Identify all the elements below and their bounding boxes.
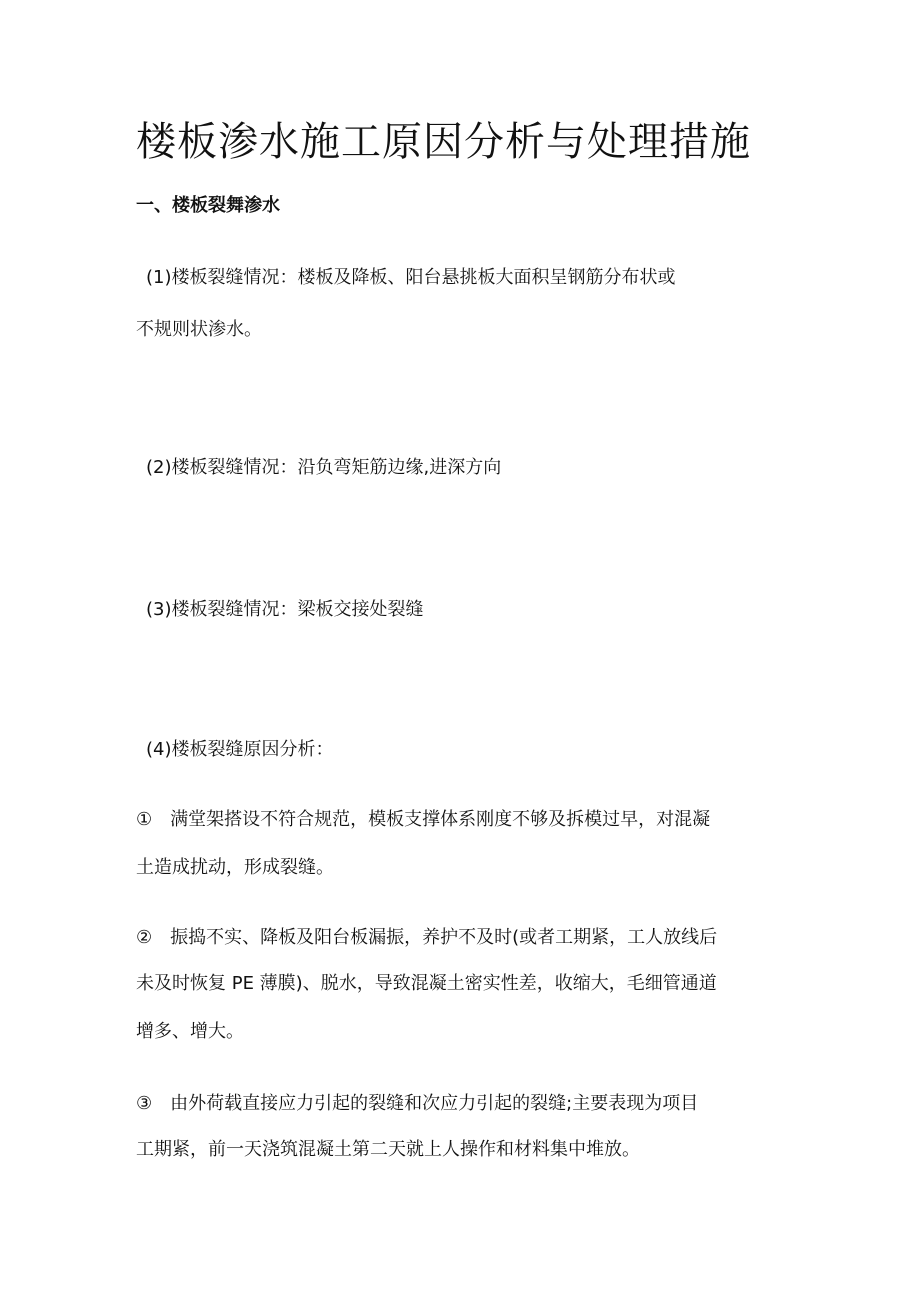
item-1-line-1: (1)楼板裂缝情况：楼板及降板、阳台悬挑板大面积呈钢筋分布状或 xyxy=(146,267,676,288)
cause-1-line-2: 土造成扰动，形成裂缝。 xyxy=(136,857,334,878)
item-3: (3)楼板裂缝情况：梁板交接处裂缝 xyxy=(146,599,424,620)
cause-2-line-2: 未及时恢复 PE 薄膜)、脱水，导致混凝土密实性差，收缩大，毛细管通道 xyxy=(136,973,717,994)
item-2: (2)楼板裂缝情况：沿负弯矩筋边缘,进深方向 xyxy=(146,457,502,478)
cause-3-line-1: ③ 由外荷载直接应力引起的裂缝和次应力引起的裂缝;主要表现为项目 xyxy=(136,1093,699,1114)
item-1-line-2: 不规则状渗水。 xyxy=(136,319,262,340)
cause-2-line-1: ② 振捣不实、降板及阳台板漏振，养护不及时(或者工期紧，工人放线后 xyxy=(136,927,718,948)
section-heading: 一、楼板裂舞渗水 xyxy=(136,195,280,216)
document-title: 楼板渗水施工原因分析与处理措施 xyxy=(136,119,751,165)
cause-3-line-2: 工期紧，前一天浇筑混凝土第二天就上人操作和材料集中堆放。 xyxy=(136,1139,640,1160)
cause-2-line-3: 增多、增大。 xyxy=(136,1021,244,1042)
cause-1-line-1: ① 满堂架搭设不符合规范，模板支撑体系刚度不够及拆模过早，对混凝 xyxy=(136,809,711,830)
item-4: (4)楼板裂缝原因分析： xyxy=(146,739,334,760)
